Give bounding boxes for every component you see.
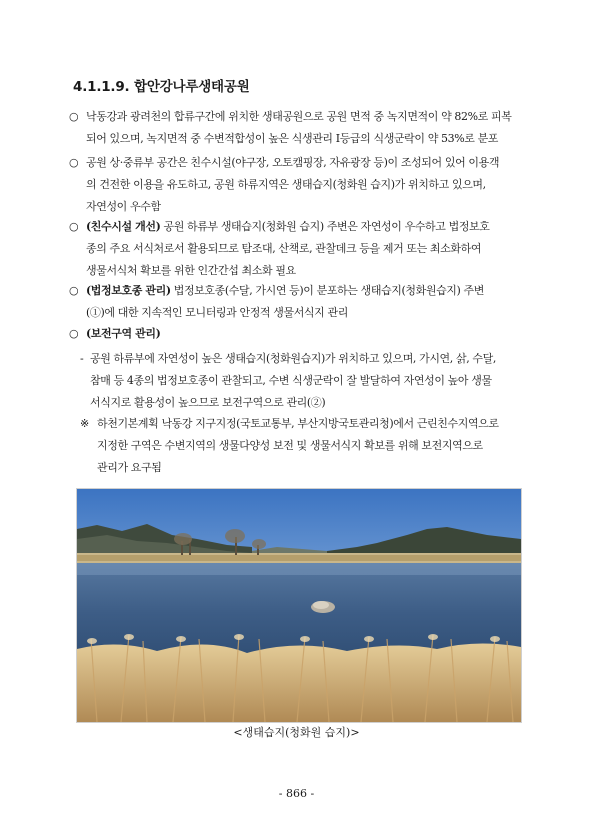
page-number: - 866 -	[278, 787, 315, 800]
paragraph-line: 자연성이 우수함	[86, 200, 161, 213]
paragraph-line: 공원 상·중류부 공간은 친수시설(야구장, 오토캠핑장, 자유광장 등)이 조성되어 있어 이용객	[86, 156, 500, 169]
note-line: 하천기본계획 낙동강 지구지정(국토교통부, 부산지방국토관리청)에서 근린친수지역으로	[97, 417, 499, 430]
paragraph-line: (①)에 대한 지속적인 모니터링과 안정적 생물서식지 관리	[86, 306, 348, 319]
paragraph-line: 되어 있으며, 녹지면적 중 수변적합성이 높은 식생관리 I등급의 식생군락이 약 53%로 분포	[86, 132, 499, 145]
paragraph-lead: (보전구역 관리)	[86, 327, 161, 340]
paragraph-lead: (법정보호종 관리)	[86, 284, 171, 297]
section-number: 4.1.1.9.	[73, 79, 130, 95]
bullet-paragraph	[69, 323, 529, 345]
paragraph-lead: (친수시설 개선)	[86, 220, 161, 233]
paragraph-line: 생물서식처 확보를 위한 인간간섭 최소화 필요	[86, 264, 296, 277]
note-line: 관리가 요구됨	[97, 461, 162, 474]
wetland-photo-image	[77, 489, 521, 722]
note-line: 지정한 구역은 수변지역의 생물다양성 보전 및 생물서식지 확보를 위해 보전지역으로	[97, 439, 483, 452]
section-heading	[73, 75, 250, 95]
sub-item-line: 참매 등 4종의 법정보호종이 관찰되고, 수변 식생군락이 잘 발달하여 자연성이 높아 생물	[90, 374, 492, 387]
bullet-marker: ○	[69, 327, 79, 340]
section-title: 합안강나루생태공원	[134, 79, 250, 95]
bullet-marker: ○	[69, 284, 79, 297]
dash-sub-item	[80, 348, 532, 414]
bullet-paragraph	[69, 280, 529, 324]
bullet-marker: ○	[69, 220, 79, 233]
bullet-paragraph	[69, 216, 529, 282]
dash-marker: -	[80, 352, 84, 365]
paragraph-line: 종의 주요 서식처로서 활용되므로 탐조대, 산책로, 관찰데크 등을 제거 또는 최소화하여	[86, 242, 482, 255]
bullet-paragraph	[69, 152, 529, 218]
bullet-paragraph	[69, 106, 529, 150]
paragraph-line: 의 건전한 이용을 유도하고, 공원 하류지역은 생태습지(청화원 습지)가 위치하고 있으며,	[86, 178, 486, 191]
bullet-marker: ○	[69, 110, 79, 123]
note-item	[80, 413, 532, 479]
bullet-marker: ○	[69, 156, 79, 169]
wetland-photo	[76, 488, 522, 723]
paragraph-line: 법정보호종(수달, 가시연 등)이 분포하는 생태습지(청화원습지) 주변	[170, 284, 484, 297]
note-marker: ※	[80, 417, 89, 430]
photo-caption: <생태습지(청화원 습지)>	[233, 726, 360, 739]
sub-item-line: 서식지로 활용성이 높으므로 보전구역으로 관리(②)	[90, 396, 326, 409]
paragraph-line: 낙동강과 광려천의 합류구간에 위치한 생태공원으로 공원 면적 중 녹지면적이 약 82%로 피복	[86, 110, 512, 123]
paragraph-line: 공원 하류부 생태습지(청화원 습지) 주변은 자연성이 우수하고 법정보호	[160, 220, 490, 233]
sub-item-line: 공원 하류부에 자연성이 높은 생태습지(청화원습지)가 위치하고 있으며, 가시연, 삵, 수달,	[90, 352, 496, 365]
